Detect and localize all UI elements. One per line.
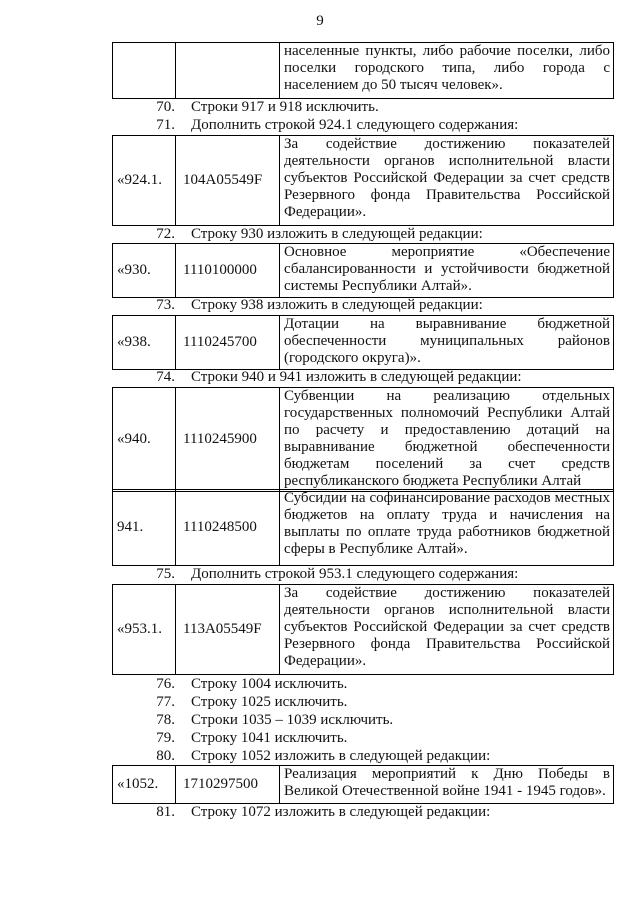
row-text: Субвенции на реализацию отдельных государственных полномочий Республики Алтай по расчету и предоставлению дотаций на выравнивание бюджетной обеспеченности бюджетам поселений за счет средств республиканского бюджета Республики Алтай (284, 388, 610, 489)
item-number: 75. (156, 566, 175, 582)
item-text: Строку 1072 изложить в следующей редакции: (191, 804, 491, 820)
row-code: 941. (113, 490, 176, 565)
row-code (113, 43, 176, 98)
item-number: 81. (156, 804, 175, 820)
item-text: Дополнить строкой 924.1 следующего содержания: (191, 117, 519, 133)
item-number: 72. (156, 226, 175, 242)
item-number: 70. (156, 99, 175, 115)
row-kbk: 1110100000 (176, 244, 280, 297)
row-kbk: 104А05549F (176, 136, 280, 225)
item-text: Строку 1004 исключить. (191, 676, 348, 692)
row-text: населенные пункты, либо рабочие поселки, либо поселки городского типа, либо города с населением до 50 тысяч человек». (284, 43, 610, 93)
item-text: Строки 940 и 941 изложить в следующей редакции: (191, 369, 522, 385)
row-text: За содействие достижению показателей деятельности органов исполнительной власти субъектов Российской Федерации за счет средств Резервного фонда Правительства Российской Федерации». (284, 136, 610, 220)
row-code: «938. (113, 316, 176, 369)
row-code: «940. (113, 388, 176, 491)
row-code: «953.1. (113, 585, 176, 674)
item-text: Строки 1035 – 1039 исключить. (191, 712, 394, 728)
item-number: 77. (156, 694, 175, 710)
row-code: «930. (113, 244, 176, 297)
item-number: 78. (156, 712, 175, 728)
row-text: Субсидии на софинансирование расходов местных бюджетов на оплату труда и начисления на выплаты по оплате труда работников бюджетной сферы в Республике Алтай». (284, 490, 610, 557)
row-text: Основное мероприятие «Обеспечение сбалансированности и устойчивости бюджетной системы Республики Алтай». (284, 244, 610, 294)
item-text: Дополнить строкой 953.1 следующего содержания: (191, 566, 519, 582)
table-row (112, 387, 614, 492)
item-number: 79. (156, 730, 175, 746)
row-kbk: 1710297500 (176, 766, 280, 803)
table-row (112, 243, 614, 298)
table-row (112, 489, 614, 566)
item-number: 71. (156, 117, 175, 133)
row-text: Дотации на выравнивание бюджетной обеспеченности муниципальных районов (городского округа)». (284, 316, 610, 366)
table-row (112, 315, 614, 370)
table-row (112, 584, 614, 675)
item-number: 73. (156, 297, 175, 313)
row-text: За содействие достижению показателей деятельности органов исполнительной власти субъектов Российской Федерации за счет средств Резервного фонда Правительства Российской Федерации». (284, 585, 610, 669)
item-text: Строку 938 изложить в следующей редакции: (191, 297, 483, 313)
row-text: Реализация мероприятий к Дню Победы в Великой Отечественной войне 1941 - 1945 годов». (284, 766, 610, 799)
row-kbk (176, 43, 280, 98)
table-row (112, 135, 614, 226)
item-number: 76. (156, 676, 175, 692)
row-code: «1052. (113, 766, 176, 803)
item-text: Строку 1025 исключить. (191, 694, 348, 710)
item-number: 74. (156, 369, 175, 385)
item-text: Строку 930 изложить в следующей редакции: (191, 226, 483, 242)
item-number: 80. (156, 748, 175, 764)
row-kbk: 1110245900 (176, 388, 280, 491)
item-text: Строки 917 и 918 исключить. (191, 99, 379, 115)
item-text: Строку 1052 изложить в следующей редакции: (191, 748, 491, 764)
row-kbk: 113А05549F (176, 585, 280, 674)
table-row (112, 42, 614, 99)
row-kbk: 1110245700 (176, 316, 280, 369)
row-kbk: 1110248500 (176, 490, 280, 565)
page-number: 9 (316, 13, 324, 29)
item-text: Строку 1041 исключить. (191, 730, 348, 746)
table-row (112, 765, 614, 804)
row-code: «924.1. (113, 136, 176, 225)
